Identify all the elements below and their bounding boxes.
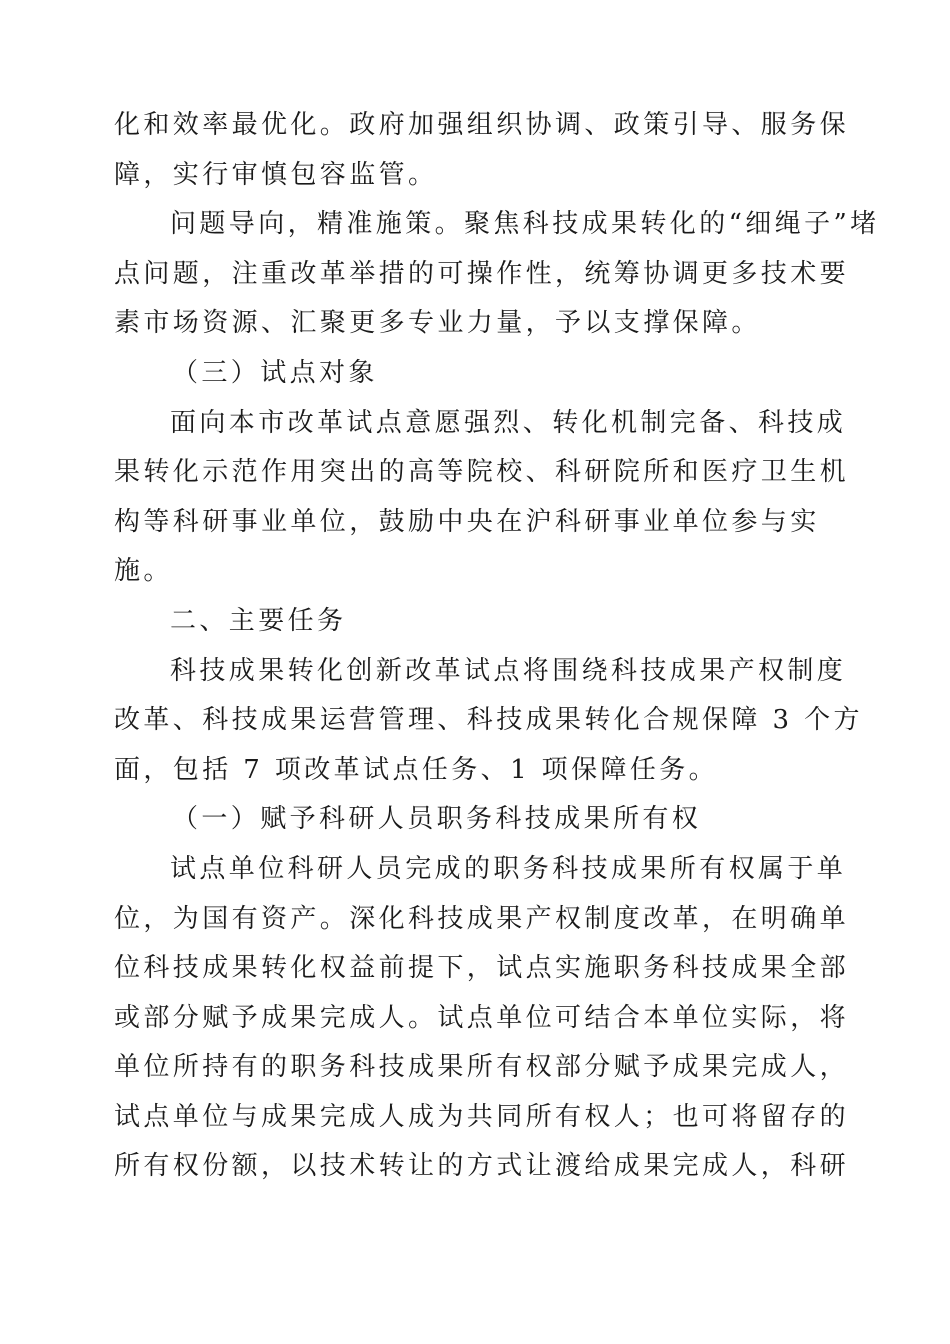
paragraph-line: 问题导向，精准施策。聚焦科技成果转化的“细绳子”堵 <box>170 209 880 240</box>
paragraph-line: 位，为国有资产。深化科技成果产权制度改革，在明确单 <box>114 903 850 934</box>
paragraph-line: 点问题，注重改革举措的可操作性，统筹协调更多技术要 <box>114 258 850 289</box>
paragraph-line: 构等科研事业单位，鼓励中央在沪科研事业单位参与实 <box>114 506 820 537</box>
section-heading: （三）试点对象 <box>172 357 378 388</box>
paragraph-line: 障，实行审慎包容监管。 <box>114 159 438 190</box>
paragraph-line: 试点单位科研人员完成的职务科技成果所有权属于单 <box>170 853 847 884</box>
paragraph-line: 科技成果转化创新改革试点将围绕科技成果产权制度 <box>170 655 847 686</box>
paragraph-line: 位科技成果转化权益前提下，试点实施职务科技成果全部 <box>114 953 850 984</box>
paragraph-line: 施。 <box>114 556 173 587</box>
paragraph-line: 试点单位与成果完成人成为共同所有权人；也可将留存的 <box>114 1101 850 1132</box>
paragraph-line: 改革、科技成果运营管理、科技成果转化合规保障 3 个方 <box>114 705 863 736</box>
section-heading: （一）赋予科研人员职务科技成果所有权 <box>172 804 702 835</box>
paragraph-line: 或部分赋予成果完成人。试点单位可结合本单位实际，将 <box>114 1002 850 1033</box>
paragraph-line: 素市场资源、汇聚更多专业力量，予以支撑保障。 <box>114 308 761 339</box>
section-heading: 二、主要任务 <box>170 605 347 636</box>
paragraph-line: 化和效率最优化。政府加强组织协调、政策引导、服务保 <box>114 110 850 140</box>
document-body <box>114 101 880 1192</box>
paragraph-line: 面向本市改革试点意愿强烈、转化机制完备、科技成 <box>170 407 847 438</box>
paragraph-line: 面，包括 7 项改革试点任务、1 项保障任务。 <box>114 754 719 785</box>
paragraph-line: 所有权份额，以技术转让的方式让渡给成果完成人，科研 <box>114 1151 850 1182</box>
paragraph-line: 果转化示范作用突出的高等院校、科研院所和医疗卫生机 <box>114 457 850 488</box>
paragraph-line: 单位所持有的职务科技成果所有权部分赋予成果完成人， <box>114 1052 850 1083</box>
